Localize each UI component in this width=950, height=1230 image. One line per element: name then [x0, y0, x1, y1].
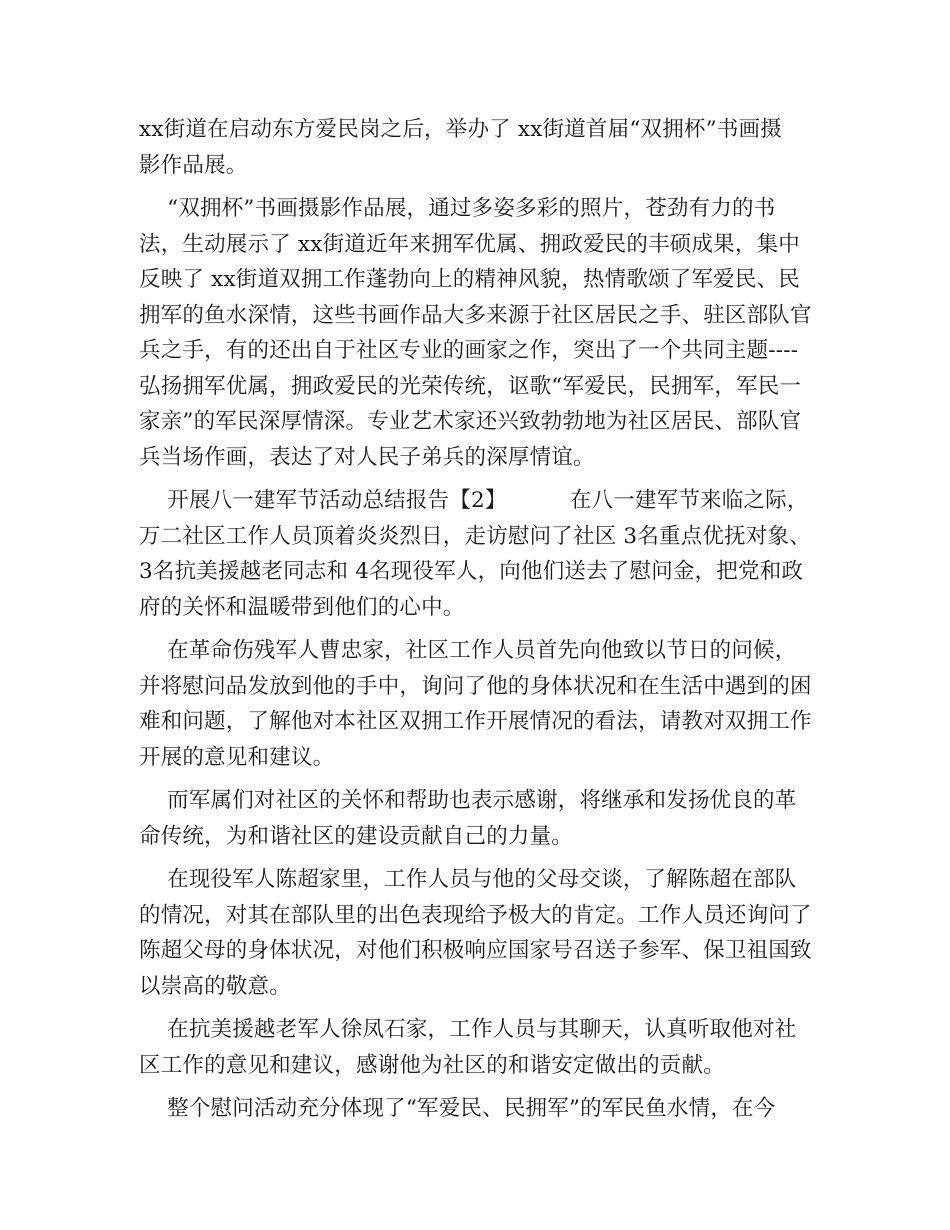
text-line: 的情况，对其在部队里的出色表现给予极大的肯定。工作人员还询问了 — [139, 902, 812, 928]
text-line: 难和问题，了解他对本社区双拥工作开展情况的看法，请教对双拥工作 — [139, 709, 812, 734]
paragraph — [139, 191, 829, 475]
document-body — [139, 112, 829, 1127]
text-line: 区工作的意见和建议，感谢他为社区的和谐安定做出的贡献。 — [139, 1052, 725, 1078]
text-line: 在现役军人陈超家里，工作人员与他的父母交谈，了解陈超在部队 — [139, 867, 797, 892]
paragraph — [139, 1091, 829, 1127]
text-line: 万二社区工作人员顶着炎炎烈日，走访慰问了社区 3名重点优抚对象、 — [139, 523, 811, 549]
paragraph — [139, 1012, 829, 1083]
text-line: 家亲”的军民深厚情深。专业艺术家还兴致勃勃地为社区居民、部队官 — [139, 409, 802, 434]
text-line: 弘扬拥军优属，拥政爱民的光荣传统，讴歌“军爱民，民拥军，军民一 — [139, 373, 802, 399]
paragraph — [139, 633, 829, 775]
text-line: 开展的意见和建议。 — [139, 744, 335, 770]
text-line: 法，生动展示了 xx街道近年来拥军优属、拥政爱民的丰硕成果，集中 — [139, 231, 800, 257]
paragraph — [139, 862, 829, 1004]
paragraph — [139, 483, 829, 625]
text-line: 整个慰问活动充分体现了“军爱民、民拥军”的军民鱼水情，在今 — [139, 1096, 776, 1121]
text-line: 兵当场作画，表达了对人民子弟兵的深厚情谊。 — [139, 444, 595, 470]
text-line: 府的关怀和温暖带到他们的心中。 — [139, 594, 465, 620]
text-line: 开展八一建军节活动总结报告【2】 在八一建军节来临之际， — [139, 488, 809, 513]
text-line: 以崇高的敬意。 — [139, 973, 291, 999]
text-line: xx街道在启动东方爱民岗之后，举办了 xx街道首届“双拥杯”书画摄 — [139, 117, 782, 142]
text-line: 在革命伤残军人曹忠家，社区工作人员首先向他致以节日的问候， — [139, 638, 797, 663]
text-line: “双拥杯”书画摄影作品展，通过多姿多彩的照片，苍劲有力的书 — [139, 196, 776, 221]
text-line: 命传统，为和谐社区的建设贡献自己的力量。 — [139, 823, 574, 849]
text-line: 兵之手，有的还出自于社区专业的画家之作，突出了一个共同主题---- — [139, 338, 799, 363]
text-line: 反映了 xx街道双拥工作蓬勃向上的精神风貌，热情歌颂了军爱民、民 — [139, 267, 800, 292]
text-line: 在抗美援越老军人徐凤石家，工作人员与其聊天，认真听取他对社 — [139, 1017, 797, 1042]
paragraph — [139, 783, 829, 854]
text-line: 而军属们对社区的关怀和帮助也表示感谢，将继承和发扬优良的革 — [139, 788, 797, 813]
text-line: 并将慰问品发放到他的手中，询问了他的身体状况和在生活中遇到的困 — [139, 673, 812, 699]
text-line: 拥军的鱼水深情，这些书画作品大多来源于社区居民之手、驻区部队官 — [139, 302, 812, 328]
text-line: 影作品展。 — [139, 152, 248, 178]
text-line: 陈超父母的身体状况，对他们积极响应国家号召送子参军、保卫祖国致 — [139, 938, 812, 963]
paragraph — [139, 112, 829, 183]
text-line: 3名抗美援越老同志和 4名现役军人，向他们送去了慰问金，把党和政 — [139, 559, 804, 584]
